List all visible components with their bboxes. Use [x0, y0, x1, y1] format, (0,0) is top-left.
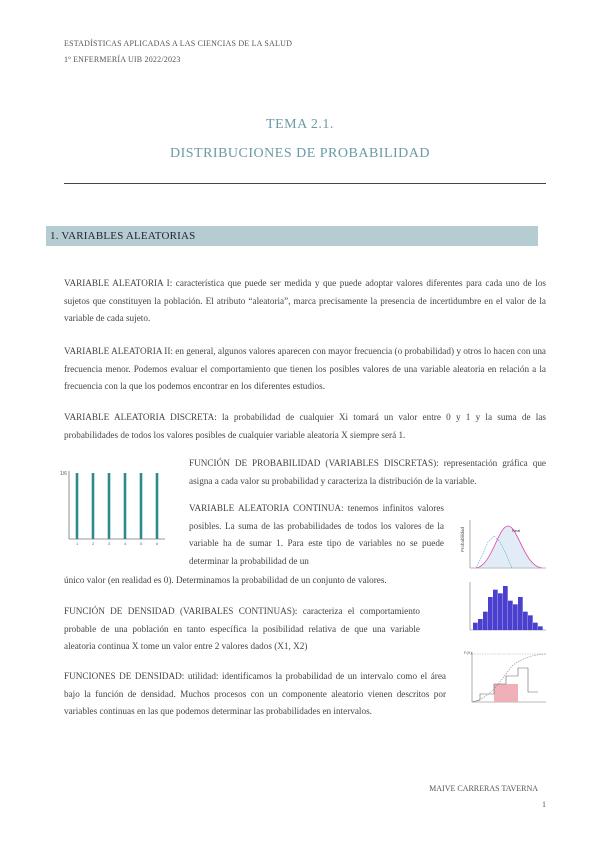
paragraph-variable-continua-cont: único valor (en realidad es 0). Determinamos la probabilidad de un conjunto de valores.	[64, 575, 387, 585]
discrete-tick-label: 3	[108, 541, 111, 546]
histogram-bar	[518, 597, 523, 630]
histogram-bar	[493, 590, 498, 630]
cumulative-distribution-chart	[462, 648, 548, 708]
discrete-tick-label: 1	[76, 541, 79, 546]
cdf-interval-area	[494, 684, 518, 702]
discrete-tick-label: 4	[124, 541, 127, 546]
paragraph-funcion-densidad: FUNCIÓN DE DENSIDAD (VARIBALES CONTINUAS): caracteriza el comportamiento probable de una población en tanto específica la posibilidad relativa de que una variable aleatoria continua X tome un valor entre 2 valores dados (X1, X2)	[64, 606, 420, 651]
histogram-bar	[488, 597, 493, 630]
section-heading	[46, 226, 538, 246]
header-course: ESTADÍSTICAS APLICADAS A LAS CIENCIAS DE LA SALUD	[64, 39, 293, 48]
discrete-bar	[92, 473, 95, 539]
paragraph-variable-aleatoria-1: VARIABLE ALEATORIA I: característica que puede ser medida y que puede adoptar valores diferentes para cada uno de los sujetos que constituyen la población. El atributo “aleatoria”, marca precisamente la presencia de incertidumbre en el valor de la variable de cada sujeto.	[64, 278, 546, 323]
histogram-bar	[538, 626, 543, 630]
histogram-bar	[483, 612, 488, 630]
normal-chart-ylabel: Probabilidad	[460, 526, 465, 552]
discrete-tick-label: 2	[92, 541, 95, 546]
histogram-bar	[533, 623, 538, 630]
histogram-bar	[498, 593, 503, 630]
discrete-bar	[76, 473, 79, 539]
histogram-bar	[523, 612, 528, 630]
page-subtitle: DISTRIBUCIONES DE PROBABILIDAD	[169, 146, 430, 161]
footer-author: MAIVE CARRERAS TAVERNA	[429, 784, 538, 793]
title-divider	[64, 183, 546, 184]
discrete-bar	[140, 473, 143, 539]
histogram-bar	[513, 604, 518, 630]
header-year: 1º ENFERMERÍA UIB 2022/2023	[64, 55, 181, 64]
paragraph-funciones-densidad-utilidad: FUNCIONES DE DENSIDAD: utilidad: identificamos la probabilidad de un intervalo como el área bajo la función de densidad. Muchos procesos con un componente aleatorio vienen descritos por variables continuas en las que podemos determinar las probabilidades en intervalos.	[64, 671, 446, 716]
discrete-bar	[156, 473, 159, 539]
discrete-tick-label: 5	[140, 541, 143, 546]
discrete-chart-ylabel: 1/6	[60, 471, 67, 477]
page-number: 1	[542, 800, 546, 809]
cdf-chart-ylabel: F(X)	[464, 650, 472, 655]
histogram-bar	[478, 619, 483, 630]
histogram-bar	[473, 623, 478, 630]
density-histogram	[462, 578, 548, 636]
normal-distribution-chart	[462, 516, 548, 574]
histogram-bar	[508, 601, 513, 630]
paragraph-variable-discreta: VARIABLE ALEATORIA DISCRETA: la probabilidad de cualquier Xi tomará un valor entre 0 y 1 y la suma de las probabilidades de todos los valores posibles de cualquier variable aleatoria X siempre será 1.	[64, 412, 546, 440]
discrete-probability-chart	[60, 466, 170, 552]
page-title: TEMA 2.1.	[266, 117, 334, 132]
paragraph-variable-continua: VARIABLE ALEATORIA CONTINUA: tenemos infinitos valores posibles. La suma de las probabilidades de todos los valores de la variable ha de sumar 1. Para este tipo de variables no se puede determinar la probabilidad de un	[189, 503, 444, 566]
discrete-tick-label: 6	[156, 541, 159, 546]
section-label: 1. VARIABLES ALEATORIAS	[50, 230, 196, 242]
histogram-bar	[503, 586, 508, 630]
discrete-bar	[108, 473, 111, 539]
histogram-bar	[528, 615, 533, 630]
paragraph-funcion-probabilidad: FUNCIÓN DE PROBABILIDAD (VARIABLES DISCRETAS): representación gráfica que asigna a cada valor su probabilidad y caracteriza la distribución de la variable.	[189, 458, 546, 486]
paragraph-variable-aleatoria-2: VARIABLE ALEATORIA II: en general, algunos valores aparecen con mayor frecuencia (o probabilidad) y otros lo hacen con una frecuencia menor. Podemos evaluar el comportamiento que tienen los posibles valores de una variable aleatoria en relación a la frecuencia con la que los podemos encontrar en los diferentes estudios.	[64, 346, 546, 391]
normal-chart-curve-label: Real	[512, 528, 521, 533]
discrete-bar	[124, 473, 127, 539]
